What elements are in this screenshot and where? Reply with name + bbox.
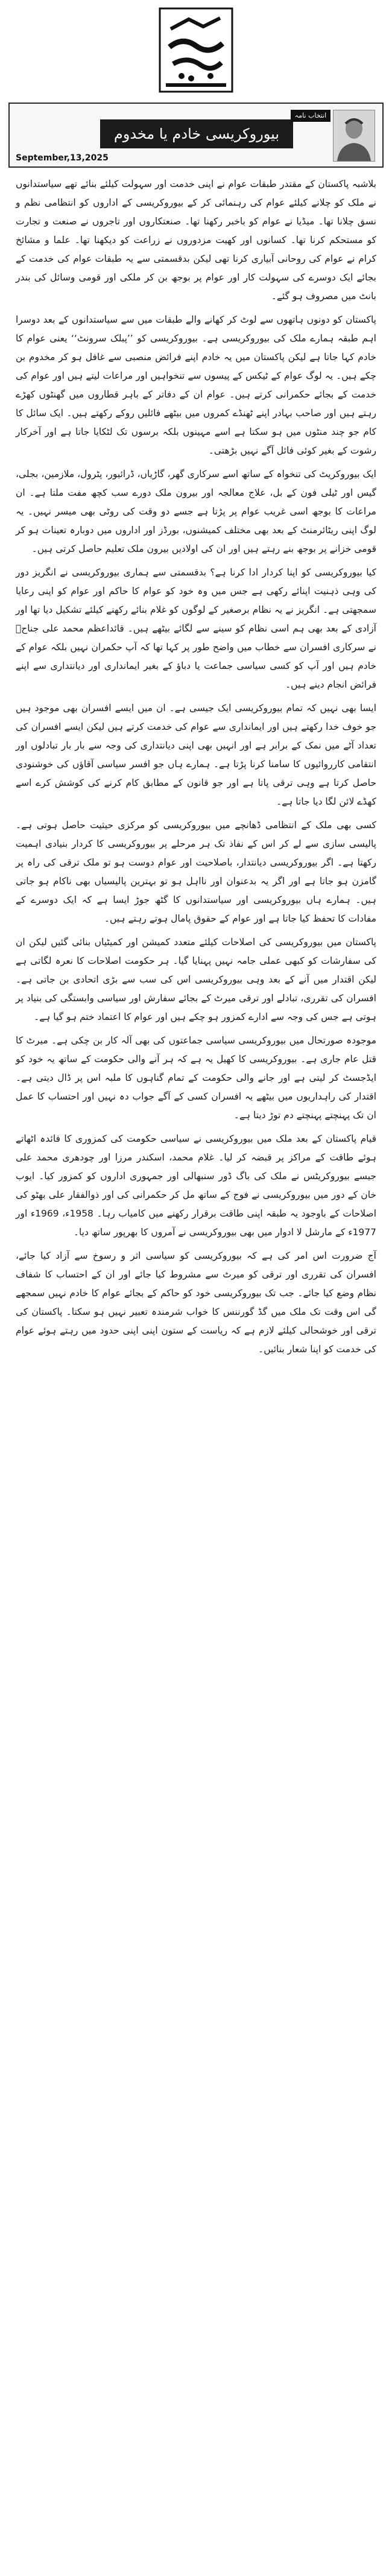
author-photo — [333, 110, 375, 162]
publish-date: September,13,2025 — [16, 153, 109, 163]
article-paragraph: کیا بیوروکریسی کو اپنا کردار ادا کرنا ہے؟ بدقسمتی سے ہماری بیوروکریسی نے انگریز دور کی وہی ذہنیت اپنائے رکھی ہے جس میں وہ خود کو عوام کا حاکم اور عوام کو اپنی رعایا سمجھتی ہے۔ انگریز نے یہ نظام برصغیر کے لوگوں کو غلام بنائے رکھنے کیلئے تشکیل دیا تھا اور آزادی کے بعد بھی ہم اسی نظام کو سینے سے لگائے بیٹھے ہیں۔ قائداعظم محمد علی جناحؒ نے سرکاری افسران سے خطاب میں واضح طور پر کہا تھا کہ آپ حکمران نہیں بلکہ عوام کے خادم ہیں اور آپ کو کسی سیاسی جماعت یا دباؤ کے بغیر ایمانداری اور دیانتداری سے اپنے فرائض انجام دینے ہیں۔ — [16, 567, 376, 690]
dunya-newspaper-logo-icon — [154, 5, 238, 95]
author-box — [289, 106, 380, 164]
article-paragraph: ایسا بھی نہیں کہ تمام بیوروکریسی ایک جیسی ہے۔ ان میں ایسے افسران بھی موجود ہیں جو خوف خدا رکھتے ہیں اور ایمانداری سے عوام کی خدمت کرتے ہیں لیکن ایسے افسران کی تعداد آٹے میں نمک کے برابر ہے اور انہیں بھی اپنی دیانتداری کی وجہ سے بار بار تبادلوں اور انتقامی کارروائیوں کا سامنا کرنا پڑتا ہے۔ ہمارے ہاں جو افسر سیاسی آقاؤں کی خوشنودی حاصل کرتا ہے وہی ترقی پاتا ہے اور جو قانون کے مطابق کام کرنے کی کوشش کرے اسے کھڈے لائن لگا دیا جاتا ہے۔ — [16, 703, 376, 807]
column-header-band — [8, 103, 384, 168]
article-paragraph: ایک بیوروکریٹ کی تنخواہ کے ساتھ اسے سرکاری گھر، گاڑیاں، ڈرائیور، پٹرول، ملازمین، بجلی، گیس اور ٹیلی فون کے بل، علاج معالجہ اور بیرون ملک دورے سب کچھ مفت ملتا ہے۔ ان مراعات کا بوجھ اسی غریب عوام پر پڑتا ہے جسے دو وقت کی روٹی بھی میسر نہیں۔ یہ لوگ اپنی ریٹائرمنٹ کے بعد بھی مختلف کمیشنوں، بورڈز اور اداروں میں دوبارہ تعینات ہو کر قومی خزانے پر بوجھ بنے رہتے ہیں اور ان کی اولادیں بیرون ملک تعلیم حاصل کرتی ہیں۔ — [16, 469, 376, 554]
article-body — [16, 175, 376, 1364]
article-paragraph: آج ضرورت اس امر کی ہے کہ بیوروکریسی کو سیاسی اثر و رسوخ سے آزاد کیا جائے، افسران کی تقرری اور ترقی کو میرٹ سے مشروط کیا جائے اور ان کے احتساب کا شفاف نظام وضع کیا جائے۔ جب تک بیوروکریسی خود کو حاکم کے بجائے عوام کا خادم نہیں سمجھے گی اس وقت تک ملک میں گڈ گورننس کا خواب شرمندہ تعبیر نہیں ہو سکتا۔ پاکستان کی ترقی اور خوشحالی کیلئے لازم ہے کہ ریاست کے ستون اپنی اپنی حدود میں رہتے ہوئے عوام کی خدمت کو اپنا شعار بنائیں۔ — [16, 1250, 376, 1355]
masthead — [0, 0, 392, 101]
column-series-label: انتخاب نامہ — [291, 110, 330, 122]
dunya-logo — [154, 5, 238, 95]
article-paragraph: پاکستان کو دونوں ہاتھوں سے لوٹ کر کھانے والے طبقات میں سے سیاستدانوں کے بعد دوسرا اہم طبقہ ہمارے ملک کی بیوروکریسی ہے۔ بیوروکریسی کو ’’پبلک سرونٹ‘‘ یعنی عوام کا خادم کہا جاتا ہے لیکن پاکستان میں یہ خادم اپنے فرائض منصبی سے غافل ہو کر مخدوم بن چکے ہیں۔ یہ لوگ عوام کے ٹیکس کے پیسوں سے تنخواہیں اور مراعات لیتے ہیں اور عوام کی خدمت کے بجائے حکمرانی کرتے ہیں۔ عوام ان کے دفاتر کے باہر قطاروں میں گھنٹوں کھڑے رہتے ہیں اور صاحب بہادر اپنے ٹھنڈے کمروں میں بیٹھے فائلیں روکے رکھتے ہیں۔ ایک سائل کا کام جو چند منٹوں میں ہو سکتا ہے اسے مہینوں بلکہ برسوں تک لٹکایا جاتا ہے اور آخرکار رشوت کے بغیر کوئی فائل آگے نہیں بڑھتی۔ — [16, 314, 376, 456]
article-paragraph: موجودہ صورتحال میں بیوروکریسی سیاسی جماعتوں کی بھی آلہ کار بن چکی ہے۔ میرٹ کا قتل عام جاری ہے۔ بیوروکریسی کا کھیل یہ ہے کہ ہر آنے والی حکومت کے ساتھ یہ خود کو ایڈجسٹ کر لیتی ہے اور جانے والی حکومت کے تمام گناہوں کا ملبہ اس پر ڈال دیتی ہے۔ اقتدار کی راہداریوں میں بیٹھے یہ افسران کسی کے آگے جواب دہ نہیں اور احتساب کا عمل ان تک پہنچتے پہنچتے دم توڑ دیتا ہے۔ — [16, 1035, 376, 1121]
article-paragraph: پاکستان میں بیوروکریسی کی اصلاحات کیلئے متعدد کمیشن اور کمیٹیاں بنائی گئیں لیکن ان کی سفارشات کو کبھی عملی جامہ نہیں پہنایا گیا۔ ہر حکومت اصلاحات کا نعرہ لگاتی ہے لیکن اقتدار میں آنے کے بعد وہی بیوروکریسی اس کی سب سے بڑی اتحادی بن جاتی ہے۔ افسران کی تقرری، تبادلے اور ترقی میرٹ کے بجائے سفارش اور سیاسی وابستگی کی بنیاد پر ہوتی ہے جس کی وجہ سے ادارے کمزور ہو چکے ہیں اور عوام کا اعتماد ختم ہو گیا ہے۔ — [16, 937, 376, 1022]
author-portrait-icon — [334, 110, 375, 161]
article-paragraph: کسی بھی ملک کے انتظامی ڈھانچے میں بیوروکریسی کو مرکزی حیثیت حاصل ہوتی ہے۔ پالیسی سازی سے لے کر اس کے نفاذ تک ہر مرحلے پر بیوروکریسی کا کردار بنیادی اہمیت رکھتا ہے۔ اگر بیوروکریسی دیانتدار، باصلاحیت اور عوام دوست ہو تو ملک ترقی کی راہ پر گامزن ہو جاتا ہے اور اگر یہ بدعنوان اور نااہل ہو تو بہترین پالیسیاں بھی ناکام ہو جاتی ہیں۔ ہمارے ہاں بیوروکریسی اور سیاستدانوں کا گٹھ جوڑ ایسا ہے کہ ایک دوسرے کے مفادات کا تحفظ کیا جاتا ہے اور عوام کے حقوق پامال ہوتے رہتے ہیں۔ — [16, 820, 376, 924]
article-paragraph: قیام پاکستان کے بعد ملک میں بیوروکریسی نے سیاسی حکومت کی کمزوری کا فائدہ اٹھاتے ہوئے طاقت کے مراکز پر قبضہ کر لیا۔ غلام محمد، اسکندر مرزا اور چودھری محمد علی جیسے بیوروکریٹس نے ملک کی باگ ڈور سنبھالی اور جمہوری اداروں کو کمزور کیا۔ ایوب خان کے دور میں بیوروکریسی نے فوج کے ساتھ مل کر حکمرانی کی اور ذوالفقار علی بھٹو کی اصلاحات کے باوجود یہ طبقہ اپنی طاقت برقرار رکھنے میں کامیاب رہا۔ 1958ء، 1969ء اور 1977ء کے مارشل لا ادوار میں بھی بیوروکریسی نے آمروں کا بھرپور ساتھ دیا۔ — [16, 1133, 377, 1238]
column-title: بیوروکریسی خادم یا مخدوم — [100, 119, 293, 148]
article-paragraph: بلاشبہ پاکستان کے مقتدر طبقات عوام نے اپنی خدمت اور سہولت کیلئے بنائے تھے سیاستدانوں نے ملک کو چلانے کیلئے عوام کی رہنمائی کر کے بیوروکریسی کے اداروں کو انتظامی نظم و نسق چلانا تھا۔ میڈیا نے عوام کو باخبر رکھنا تھا۔ صنعتکاروں اور تاجروں نے صنعت و تجارت کو مستحکم کرنا تھا۔ کسانوں اور کھیت مزدوروں نے زراعت کو دیکھنا تھا۔ علما و مشائخ کرام نے عوام کی روحانی آبیاری کرنا تھی لیکن بدقسمتی سے یہ طبقات عوام کی خدمت کے بجائے ایک دوسرے کی سہولت کار اور عوام پر بوجھ بن کر ملکی اور قومی وسائل کی بندر بانٹ میں مصروف ہو گئے۔ — [16, 179, 376, 302]
